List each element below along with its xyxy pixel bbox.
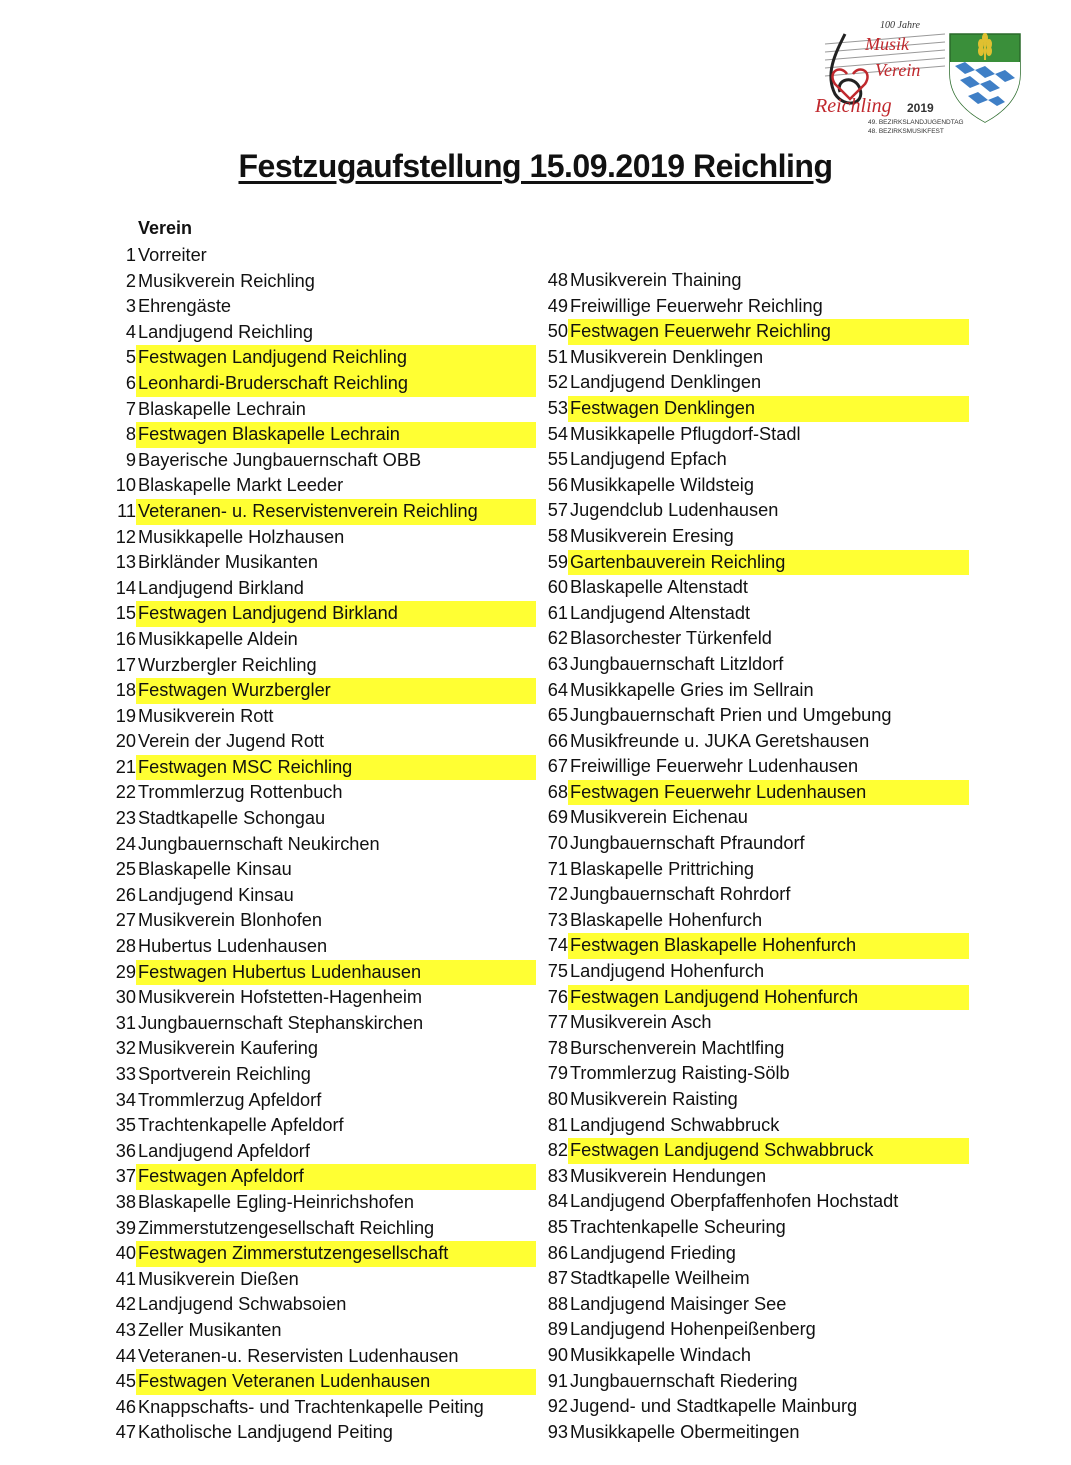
list-item [112, 397, 536, 423]
item-name: Trommlerzug Raisting-Sölb [570, 1063, 790, 1084]
list-item-highlighted [544, 396, 969, 422]
list-item [544, 652, 969, 678]
list-item [112, 473, 536, 499]
list-item [544, 1369, 969, 1395]
item-number: 86 [547, 1242, 568, 1263]
item-number: 83 [547, 1165, 568, 1186]
item-number: 89 [547, 1319, 568, 1340]
list-item [112, 1344, 536, 1370]
list-item [544, 678, 969, 704]
item-name: Jungbauernschaft Riedering [570, 1370, 798, 1391]
item-number: 59 [547, 551, 568, 572]
item-name: Festwagen Denklingen [568, 396, 969, 422]
item-number: 11 [117, 500, 136, 521]
item-name: Festwagen Hubertus Ludenhausen [136, 960, 536, 986]
item-number: 67 [547, 756, 568, 777]
item-name: Landjugend Maisinger See [570, 1293, 787, 1314]
item-number: 49 [547, 295, 568, 316]
item-number: 51 [547, 346, 568, 367]
item-number: 80 [547, 1089, 568, 1109]
item-name: Festwagen Landjugend Reichling [136, 345, 536, 371]
item-name: Jugend- und Stadtkapelle Mainburg [570, 1396, 858, 1417]
list-item [544, 447, 969, 473]
item-number: 84 [547, 1191, 568, 1212]
item-name: Zeller Musikanten [138, 1319, 282, 1340]
list-item [544, 1036, 969, 1062]
list-item [112, 1420, 536, 1446]
item-number: 54 [547, 423, 568, 444]
list-item [112, 1216, 536, 1242]
logo-word1: Musik [865, 34, 909, 54]
list-item [544, 1317, 969, 1343]
item-name: Birkländer Musikanten [138, 552, 318, 573]
item-name: Landjugend Schwabsoien [138, 1294, 347, 1315]
item-number: 12 [115, 526, 136, 547]
item-name: Musikkapelle Windach [570, 1344, 751, 1365]
page-title: Festzugaufstellung 15.09.2019 Reichling [238, 148, 833, 184]
item-number: 44 [115, 1345, 136, 1366]
item-name: Freiwillige Feuerwehr Reichling [570, 295, 823, 316]
list-item [544, 1164, 969, 1190]
list-item [112, 320, 536, 346]
item-number: 47 [115, 1422, 136, 1443]
item-name: Blasorchester Türkenfeld [570, 628, 772, 649]
list-item-highlighted [112, 1164, 536, 1190]
list-item [544, 882, 969, 908]
item-number: 82 [547, 1140, 568, 1161]
item-name: Jungbauernschaft Pfraundorf [570, 833, 805, 854]
item-number: 26 [115, 884, 136, 905]
list-item-highlighted [544, 550, 969, 576]
list-item [544, 1241, 969, 1267]
item-name: Landjugend Denklingen [570, 372, 762, 393]
list-item [112, 576, 536, 602]
item-number: 75 [547, 961, 568, 982]
column-header-verein: Verein [138, 218, 193, 238]
item-number: 30 [115, 987, 136, 1008]
item-name: Jungbauernschaft Rohrdorf [570, 884, 791, 905]
item-name: Trommlerzug Apfeldorf [138, 1089, 322, 1110]
item-number: 55 [547, 449, 568, 470]
item-name: Festwagen Landjugend Hohenfurch [568, 985, 969, 1011]
item-name: Trommlerzug Rottenbuch [138, 782, 343, 803]
item-number: 85 [547, 1216, 568, 1237]
item-number: 31 [115, 1012, 136, 1033]
item-name: Jungbauernschaft Prien und Umgebung [570, 705, 892, 726]
item-name: Gartenbauverein Reichling [568, 550, 969, 576]
item-name: Musikkapelle Obermeitingen [570, 1421, 800, 1442]
item-name: Festwagen Feuerwehr Reichling [568, 319, 969, 345]
item-number: 5 [125, 347, 136, 368]
item-number: 63 [547, 653, 568, 674]
item-number: 20 [115, 731, 136, 752]
item-name: Festwagen Blaskapelle Lechrain [136, 422, 536, 448]
list-item [544, 345, 969, 371]
item-name: Veteranen- u. Reservistenverein Reichling [136, 499, 536, 525]
item-number: 65 [547, 705, 568, 726]
list-item [112, 1036, 536, 1062]
left-list [112, 243, 536, 1446]
item-name: Burschenverein Machtlfing [570, 1037, 785, 1058]
item-number: 93 [547, 1421, 568, 1442]
item-number: 61 [547, 602, 568, 623]
item-number: 9 [125, 449, 136, 470]
item-number: 35 [115, 1115, 136, 1136]
item-name: Musikfreunde u. JUKA Geretshausen [570, 730, 870, 751]
item-name: Landjugend Reichling [138, 321, 313, 342]
item-number: 52 [547, 372, 568, 393]
list-item [112, 985, 536, 1011]
list-item-highlighted [544, 319, 969, 345]
item-number: 19 [115, 705, 136, 726]
list-item [544, 1189, 969, 1215]
list-item [544, 575, 969, 601]
item-name: Musikkapelle Pflugdorf-Stadl [570, 423, 801, 444]
item-number: 78 [547, 1037, 568, 1058]
list-item [544, 831, 969, 857]
list-item [544, 498, 969, 524]
list-item [112, 832, 536, 858]
item-name: Hubertus Ludenhausen [138, 936, 328, 957]
item-name: Sportverein Reichling [138, 1064, 311, 1084]
list-item [544, 1087, 969, 1113]
list-item [544, 703, 969, 729]
item-name: Jugendclub Ludenhausen [570, 500, 779, 521]
item-number: 2 [125, 270, 136, 291]
list-item [112, 1113, 536, 1139]
item-number: 39 [115, 1217, 136, 1238]
item-number: 21 [115, 756, 136, 777]
item-name: Knappschafts- und Trachtenkapelle Peiting [138, 1396, 484, 1417]
item-name: Bayerische Jungbauernschaft OBB [138, 449, 422, 470]
item-name: Musikkapelle Wildsteig [570, 474, 754, 495]
item-name: Ehrengäste [138, 296, 232, 317]
item-name: Jungbauernschaft Neukirchen [138, 833, 380, 854]
list-item [544, 754, 969, 780]
list-item-highlighted [112, 499, 536, 525]
list-item-highlighted [112, 601, 536, 627]
item-number: 15 [115, 603, 136, 624]
item-name: Trachtenkapelle Apfeldorf [138, 1115, 344, 1136]
item-name: Musikverein Eichenau [570, 807, 748, 828]
item-name: Leonhardi-Bruderschaft Reichling [136, 371, 536, 397]
item-name: Musikverein Kaufering [138, 1038, 318, 1059]
list-item [544, 729, 969, 755]
item-number: 62 [547, 628, 568, 649]
item-number: 74 [547, 935, 568, 956]
list-item [544, 959, 969, 985]
list-item [112, 934, 536, 960]
item-name: Landjugend Hohenfurch [570, 961, 765, 982]
list-item-highlighted [112, 755, 536, 781]
list-item [112, 1011, 536, 1037]
right-list [544, 268, 969, 1445]
item-number: 50 [547, 321, 568, 342]
item-name: Festwagen Apfeldorf [136, 1164, 536, 1190]
list-item [112, 1267, 536, 1293]
item-name: Festwagen Zimmerstutzengesellschaft [136, 1241, 536, 1267]
item-number: 4 [125, 321, 136, 342]
list-item [544, 422, 969, 448]
event-logo-graphic [805, 14, 1030, 139]
list-item-highlighted [544, 780, 969, 806]
item-name: Blaskapelle Prittriching [570, 858, 754, 879]
item-number: 10 [115, 475, 136, 496]
item-name: Musikverein Blonhofen [138, 910, 322, 931]
list-item [544, 268, 969, 294]
list-item [112, 857, 536, 883]
item-number: 69 [547, 807, 568, 828]
item-name: Landjugend Epfach [570, 449, 727, 470]
list-item [112, 780, 536, 806]
list-item-highlighted [112, 960, 536, 986]
item-number: 25 [115, 859, 136, 880]
item-name: Musikverein Thaining [570, 270, 742, 290]
list-item [112, 1139, 536, 1165]
list-item [112, 627, 536, 653]
list-item [112, 1395, 536, 1421]
event-logo [805, 14, 1030, 139]
item-name: Festwagen Wurzbergler [136, 678, 536, 704]
item-name: Musikkapelle Holzhausen [138, 526, 345, 547]
list-item-highlighted [112, 422, 536, 448]
list-item [112, 1062, 536, 1088]
list-item [112, 653, 536, 679]
item-number: 68 [547, 781, 568, 802]
item-name: Landjugend Oberpfaffenhofen Hochstadt [570, 1191, 899, 1212]
list-item [544, 1420, 969, 1446]
list-item-highlighted [112, 371, 536, 397]
item-number: 56 [547, 474, 568, 495]
list-item [544, 524, 969, 550]
item-number: 41 [115, 1268, 136, 1289]
item-number: 18 [115, 680, 136, 701]
list-item-highlighted [544, 985, 969, 1011]
item-number: 23 [115, 808, 136, 829]
item-number: 48 [547, 270, 568, 290]
logo-year: 2019 [907, 101, 934, 115]
list-item [112, 806, 536, 832]
item-name: Musikverein Eresing [570, 525, 734, 546]
item-number: 29 [115, 961, 136, 982]
list-item [544, 1113, 969, 1139]
item-number: 37 [115, 1166, 136, 1187]
list-item [112, 1190, 536, 1216]
item-name: Freiwillige Feuerwehr Ludenhausen [570, 756, 859, 777]
item-name: Festwagen MSC Reichling [136, 755, 536, 781]
item-name: Wurzbergler Reichling [138, 654, 317, 675]
item-number: 72 [547, 884, 568, 905]
list-item [544, 294, 969, 320]
item-name: Landjugend Altenstadt [570, 602, 751, 623]
item-name: Musikverein Rott [138, 705, 274, 726]
item-number: 73 [547, 909, 568, 930]
list-item-highlighted [112, 678, 536, 704]
item-number: 91 [547, 1370, 568, 1391]
item-number: 32 [115, 1038, 136, 1059]
item-number: 17 [115, 654, 136, 675]
item-number: 90 [547, 1344, 568, 1365]
item-number: 8 [125, 424, 136, 445]
item-number: 57 [547, 500, 568, 521]
list-item [112, 448, 536, 474]
list-item-highlighted [544, 933, 969, 959]
item-name: Musikverein Reichling [138, 270, 315, 291]
item-name: Festwagen Feuerwehr Ludenhausen [568, 780, 969, 806]
item-name: Blaskapelle Kinsau [138, 859, 292, 880]
list-item [112, 243, 536, 269]
list-item [544, 626, 969, 652]
item-number: 88 [547, 1293, 568, 1314]
item-name: Musikverein Hofstetten-Hagenheim [138, 987, 423, 1008]
list-item [112, 704, 536, 730]
list-item [544, 1215, 969, 1241]
item-number: 58 [547, 525, 568, 546]
item-number: 45 [115, 1371, 136, 1392]
item-name: Festwagen Landjugend Birkland [136, 601, 536, 627]
shield-icon [950, 34, 1020, 122]
logo-top-text: 100 Jahre [880, 20, 920, 31]
list-item [112, 1292, 536, 1318]
item-name: Stadtkapelle Schongau [138, 808, 326, 829]
list-item [544, 1266, 969, 1292]
item-number: 42 [115, 1294, 136, 1315]
item-name: Blaskapelle Lechrain [138, 398, 306, 419]
list-item [544, 370, 969, 396]
item-number: 38 [115, 1191, 136, 1212]
item-name: Musikverein Denklingen [570, 346, 764, 367]
item-number: 40 [115, 1243, 136, 1264]
list-item [544, 1292, 969, 1318]
item-name: Veteranen-u. Reservisten Ludenhausen [138, 1345, 459, 1366]
list-item [112, 883, 536, 909]
list-item [544, 1394, 969, 1420]
item-number: 71 [547, 858, 568, 879]
item-name: Blaskapelle Markt Leeder [138, 475, 344, 496]
list-item [544, 857, 969, 883]
list-item-highlighted [112, 345, 536, 371]
item-name: Landjugend Birkland [138, 577, 304, 598]
item-number: 6 [125, 372, 136, 393]
item-number: 76 [547, 986, 568, 1007]
item-number: 46 [115, 1396, 136, 1417]
item-name: Blaskapelle Hohenfurch [570, 909, 763, 930]
list-item [544, 601, 969, 627]
item-number: 33 [115, 1064, 136, 1084]
item-name: Katholische Landjugend Peiting [138, 1422, 393, 1443]
logo-word2: Verein [875, 60, 921, 80]
list-item-highlighted [112, 1369, 536, 1395]
list-item [544, 908, 969, 934]
list-item [544, 1343, 969, 1369]
item-name: Landjugend Schwabbruck [570, 1114, 780, 1135]
logo-sub1: 49. BEZIRKSLANDJUGENDTAG [868, 119, 964, 126]
item-number: 60 [547, 577, 568, 598]
item-number: 28 [115, 936, 136, 957]
item-name: Landjugend Frieding [570, 1242, 736, 1263]
item-name: Blaskapelle Altenstadt [570, 577, 748, 598]
list-item [112, 294, 536, 320]
item-number: 92 [547, 1396, 568, 1417]
item-number: 24 [115, 833, 136, 854]
item-name: Musikverein Hendungen [570, 1165, 767, 1186]
item-name: Zimmerstutzengesellschaft Reichling [138, 1217, 435, 1238]
list-item [544, 473, 969, 499]
list-item [544, 805, 969, 831]
item-number: 77 [547, 1012, 568, 1033]
item-number: 22 [115, 782, 136, 803]
item-name: Festwagen Veteranen Ludenhausen [136, 1369, 536, 1395]
item-number: 53 [547, 397, 568, 418]
item-name: Musikkapelle Aldein [138, 628, 298, 649]
list-item [112, 1088, 536, 1114]
item-number: 81 [547, 1114, 568, 1135]
item-number: 34 [115, 1089, 136, 1110]
item-name: Musikverein Asch [570, 1012, 712, 1033]
item-name: Verein der Jugend Rott [138, 731, 325, 752]
item-name: Jungbauernschaft Stephanskirchen [138, 1012, 424, 1033]
item-number: 36 [115, 1140, 136, 1161]
item-name: Landjugend Hohenpeißenberg [570, 1319, 816, 1340]
item-name: Vorreiter [138, 245, 207, 265]
item-name: Festwagen Blaskapelle Hohenfurch [568, 933, 969, 959]
item-name: Landjugend Kinsau [138, 884, 294, 905]
logo-sub2: 48. BEZIRKSMUSIKFEST [868, 128, 944, 135]
list-item-highlighted [544, 1138, 969, 1164]
list-item [544, 1010, 969, 1036]
item-number: 3 [125, 296, 136, 317]
item-name: Blaskapelle Egling-Heinrichshofen [138, 1191, 415, 1212]
item-name: Landjugend Apfeldorf [138, 1140, 310, 1161]
item-number: 14 [115, 577, 136, 598]
list-item-highlighted [112, 1241, 536, 1267]
item-name: Musikverein Raisting [570, 1089, 738, 1109]
item-number: 87 [547, 1268, 568, 1289]
list-item [112, 908, 536, 934]
item-name: Musikkapelle Gries im Sellrain [570, 679, 814, 700]
item-number: 7 [125, 398, 136, 419]
item-name: Trachtenkapelle Scheuring [570, 1216, 786, 1237]
item-number: 66 [547, 730, 568, 751]
item-name: Jungbauernschaft Litzldorf [570, 653, 784, 674]
item-number: 70 [547, 833, 568, 854]
item-number: 27 [115, 910, 136, 931]
item-number: 79 [547, 1063, 568, 1084]
logo-word3: Reichling [815, 95, 892, 117]
item-number: 13 [115, 552, 136, 573]
item-name: Festwagen Landjugend Schwabbruck [568, 1138, 969, 1164]
list-item [112, 729, 536, 755]
item-number: 64 [547, 679, 568, 700]
list-item [112, 1318, 536, 1344]
item-name: Stadtkapelle Weilheim [570, 1268, 750, 1289]
list-item [112, 269, 536, 295]
item-number: 16 [115, 628, 136, 649]
item-number: 43 [115, 1319, 136, 1340]
list-item [112, 525, 536, 551]
list-item [544, 1061, 969, 1087]
item-number: 1 [125, 245, 136, 265]
list-item [112, 550, 536, 576]
item-name: Musikverein Dießen [138, 1268, 299, 1289]
